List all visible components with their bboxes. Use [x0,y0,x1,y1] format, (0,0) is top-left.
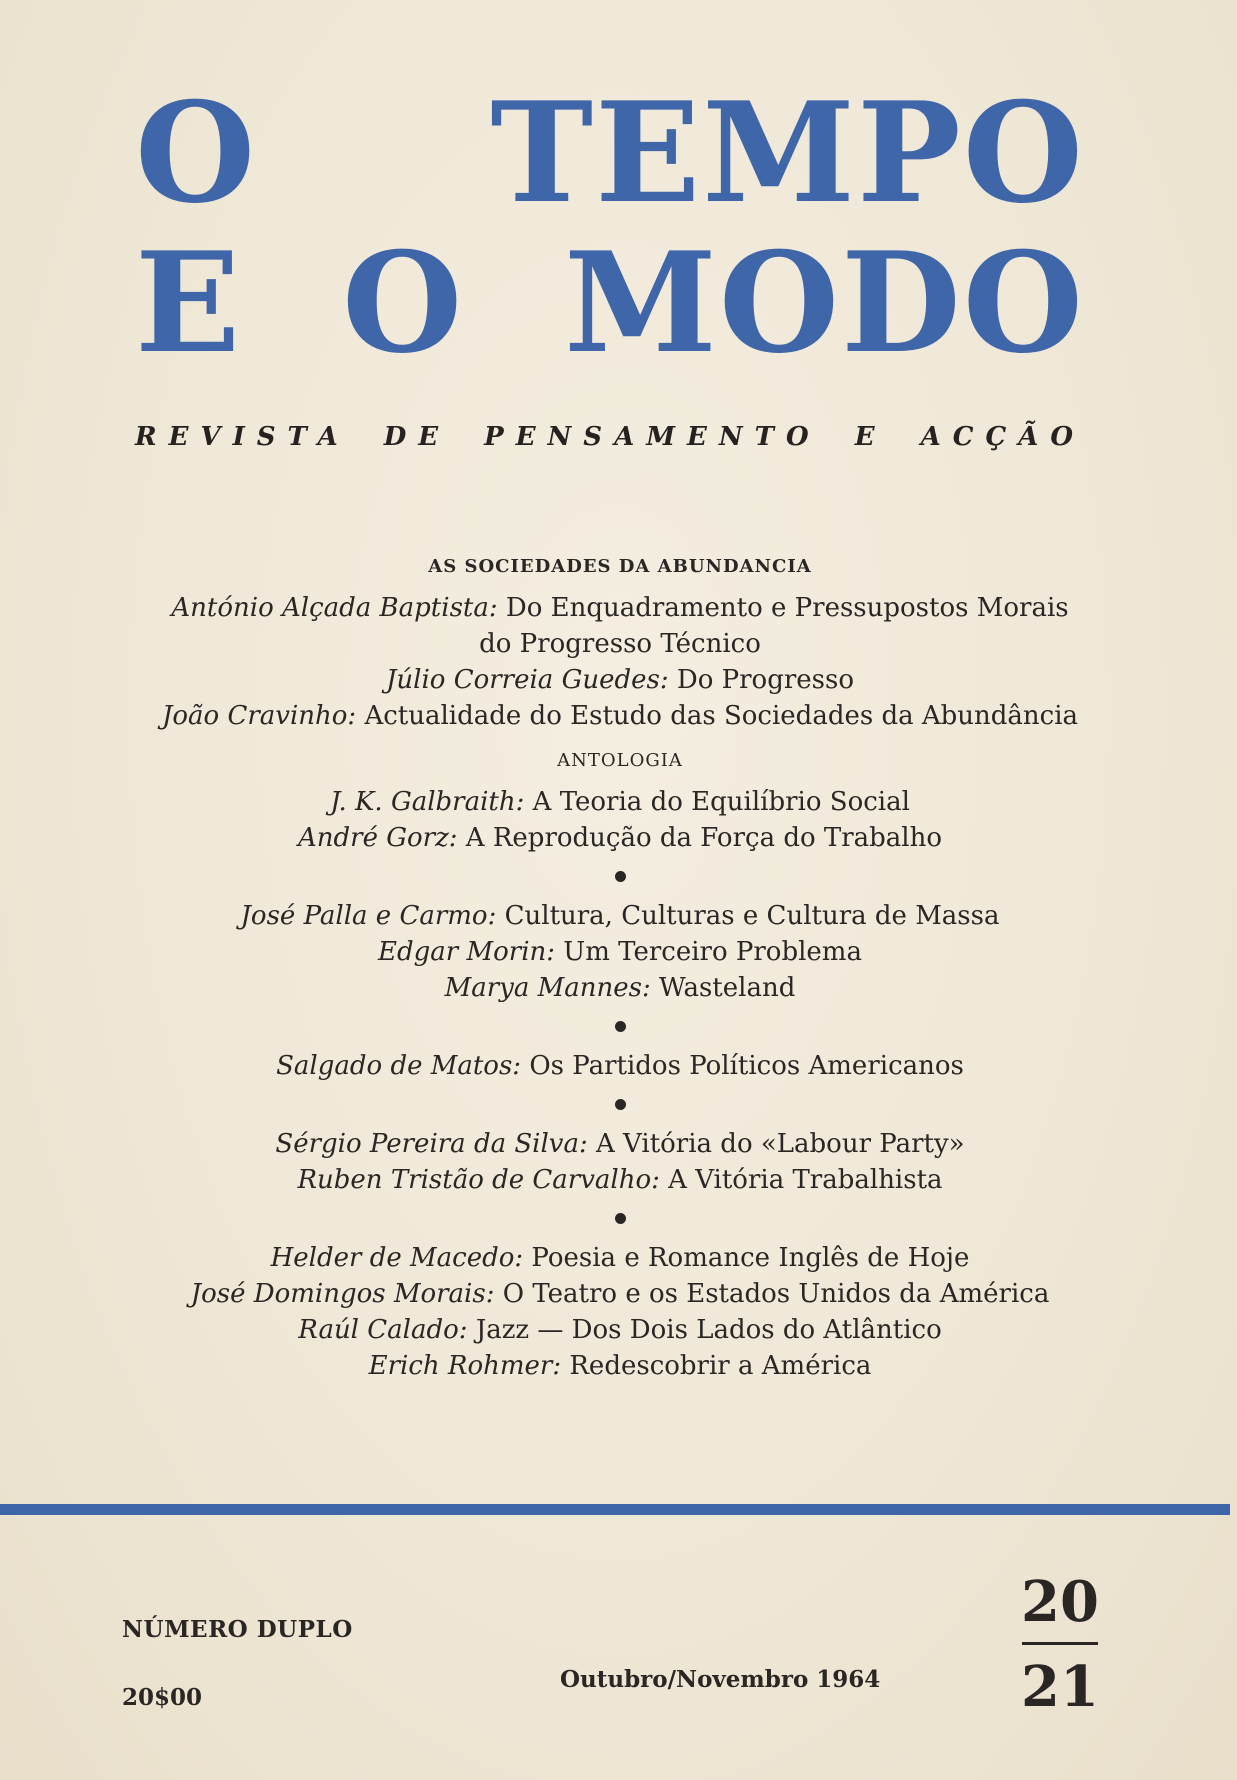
bullet-separator [615,1213,626,1224]
toc-title: Cultura, Culturas e Cultura de Massa [504,901,1000,931]
toc-entry [100,1240,1140,1276]
toc-title: Jazz — Dos Dois Lados do Atlântico [475,1315,942,1345]
toc-author: Salgado de Matos: [276,1051,522,1081]
table-of-contents [100,552,1140,1384]
issue-date: Outubro/Novembro 1964 [560,1666,881,1693]
toc-entry [100,1162,1140,1198]
toc-author: Ruben Tristão de Carvalho: [297,1165,660,1195]
toc-title: Redescobrir a América [569,1351,872,1381]
toc-title: Um Terceiro Problema [563,937,862,967]
toc-title: A Vitória Trabalhista [668,1165,943,1195]
footer-left [122,1610,353,1718]
issue-number-top: 20 [1021,1569,1099,1635]
toc-author: José Palla e Carmo: [240,901,497,931]
toc-entry [100,1276,1140,1312]
toc-author: Raúl Calado: [298,1315,468,1345]
toc-title: Actualidade do Estudo das Sociedades da Abundância [364,701,1079,731]
bullet-separator [615,871,626,882]
subtitle-word: DE [383,422,451,452]
issue-number-bottom: 21 [1021,1654,1099,1720]
bullet-separator [615,1099,626,1110]
subtitle-word: REVISTA [135,422,350,452]
toc-author: J. K. Galbraith: [330,787,525,817]
toc-entry [100,898,1140,934]
toc-author: Marya Mannes: [444,973,651,1003]
toc-title: Poesia e Romance Inglês de Hoje [531,1243,970,1273]
toc-title: do Progresso Técnico [479,629,761,659]
price-label: 20$00 [122,1684,203,1711]
toc-author: José Domingos Morais: [190,1279,495,1309]
subtitle-word: ACÇÃO [920,422,1085,452]
toc-entry [100,590,1140,626]
subtitle-word: E [854,422,887,452]
toc-author: Júlio Correia Guedes: [385,665,669,695]
toc-title: A Vitória do «Labour Party» [596,1129,965,1159]
toc-author: Erich Rohmer: [368,1351,562,1381]
subtitle [135,422,1085,452]
toc-entry [100,1312,1140,1348]
blue-divider-rule [0,1504,1230,1515]
toc-entry [100,626,1140,662]
toc-author: António Alçada Baptista: [171,593,498,623]
toc-author: Helder de Macedo: [270,1243,524,1273]
issue-type-label: NÚMERO DUPLO [122,1616,353,1643]
toc-author: André Gorz: [297,823,458,853]
masthead-line-1: O TEMPO [135,71,1085,234]
toc-entry [100,820,1140,856]
toc-entry [100,934,1140,970]
toc-entry [100,1126,1140,1162]
bullet-separator [615,1021,626,1032]
toc-author: João Cravinho: [161,701,357,731]
toc-author: Sérgio Pereira da Silva: [275,1129,588,1159]
toc-entry [100,1048,1140,1084]
toc-entry [100,1348,1140,1384]
toc-title: A Reprodução da Força do Trabalho [465,823,943,853]
toc-entry [100,698,1140,734]
subtitle-word: PENSAMENTO [484,422,821,452]
section-title: ANTOLOGIA [557,750,683,771]
toc-entry [100,662,1140,698]
section-title: AS SOCIEDADES DA ABUNDANCIA [428,556,812,577]
masthead-line-2: E O MODO [135,221,1085,384]
toc-title: A Teoria do Equilíbrio Social [532,787,910,817]
toc-title: O Teatro e os Estados Unidos da América [502,1279,1050,1309]
toc-title: Do Progresso [676,665,855,695]
toc-title: Os Partidos Políticos Americanos [529,1051,964,1081]
issue-number [1010,1570,1110,1719]
toc-entry [100,784,1140,820]
toc-title: Wasteland [659,973,796,1003]
issue-number-bar [1022,1642,1098,1645]
toc-entry [100,970,1140,1006]
toc-title: Do Enquadramento e Pressupostos Morais [505,593,1069,623]
toc-author: Edgar Morin: [378,937,556,967]
